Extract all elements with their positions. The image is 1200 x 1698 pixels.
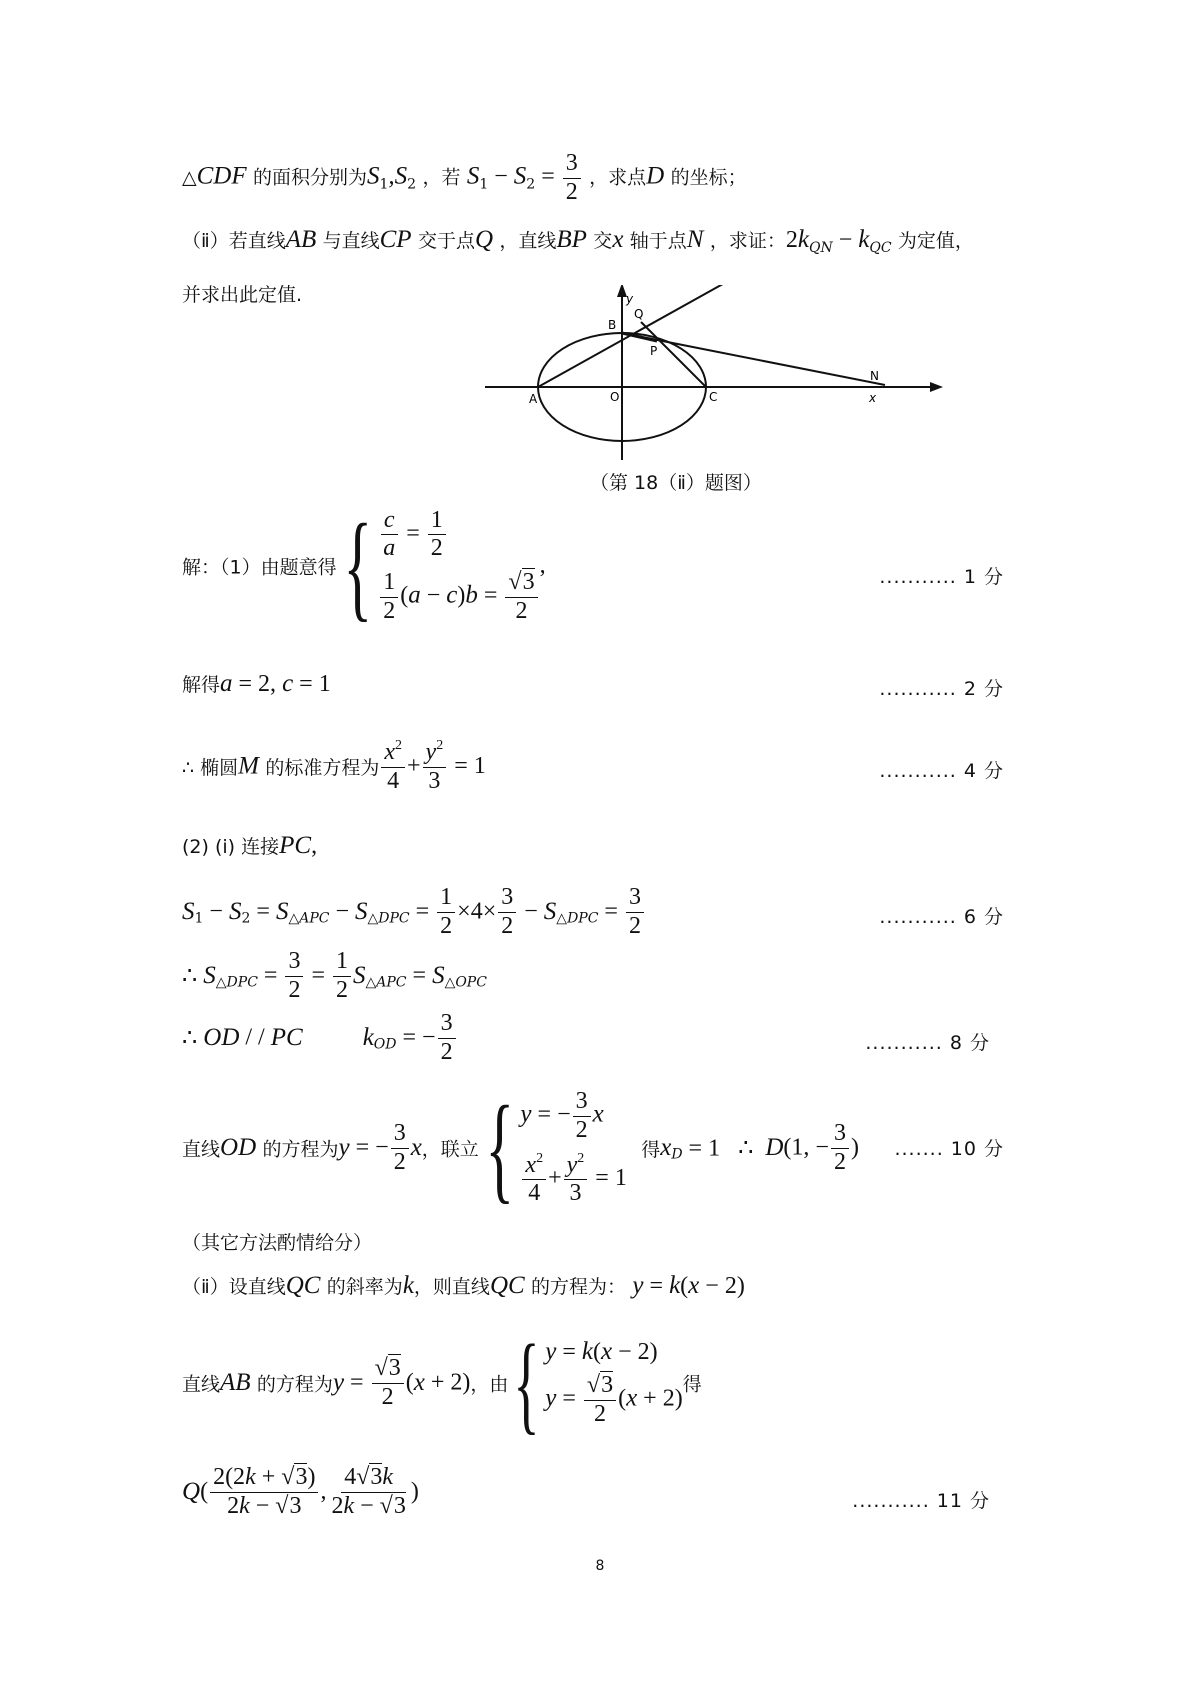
problem-line-3: [182, 280, 302, 307]
text: 为定值，: [897, 230, 974, 252]
text: 解得: [182, 674, 221, 696]
score-4: ........... 4 分: [879, 760, 1004, 782]
score-6: ........... 6 分: [879, 906, 1004, 928]
text: ，由: [470, 1373, 509, 1396]
text: ，求点: [589, 166, 647, 189]
x-axis-arrow: [930, 382, 943, 392]
text: （ⅱ）若直线: [182, 230, 286, 252]
solution-step-7: ∴ OD / / PC $k_{OD}$ = − $\frac{3}{2}$: [182, 1010, 458, 1066]
text: 直线: [182, 1373, 221, 1396]
label-o: O: [610, 390, 620, 404]
text: 直线: [182, 1138, 221, 1161]
label-p: P: [650, 344, 658, 358]
label-b: B: [608, 318, 617, 332]
text: 交于点: [417, 230, 475, 252]
triangle-symbol: △: [182, 166, 197, 189]
text: 与直线: [322, 230, 380, 252]
text: (2) (ⅰ) 连接: [182, 836, 280, 858]
problem-line-2: （ⅱ）若直线AB 与直线CP 交于点Q ，直线BP 交x 轴于点N ，求证：$2k_{QN} - k_{QC}$ 为定值，: [182, 226, 974, 256]
problem-line-1: △CDF 的面积分别为$S_1,S_2$ ，若 $S_1 - S_2$ = $\frac{3}{2}$ ，求点D 的坐标；: [182, 150, 747, 205]
text: 得: [682, 1373, 702, 1396]
text: 并求出此定值.: [182, 284, 303, 306]
solution-step-8: 直线OD 的方程为y = − $\frac{3}{2}$ x，联立{ y = − $\frac{3}{2}$ x $\frac{x^2}{4}$ + $\frac{y^2}{3}$ = 1 得$x_D = 1$ ∴ D(1, − $\frac{3}{2}$ ): [182, 1081, 859, 1214]
text: 的方程为: [262, 1138, 339, 1161]
text: 的斜率为: [326, 1276, 403, 1298]
score-10: ....... 10 分: [894, 1138, 1004, 1160]
text: 的方程为: [256, 1373, 333, 1396]
solution-step-2: 解得a = 2, c = 1: [182, 670, 331, 697]
text: （ⅱ）设直线: [182, 1276, 286, 1298]
score-1: ........... 1 分: [879, 566, 1004, 588]
label-n: N: [870, 369, 879, 383]
text: ∴ 椭圆: [182, 757, 239, 780]
solution-note: （其它方法酌情给分）: [182, 1232, 373, 1254]
text: ，则直线: [413, 1276, 490, 1298]
solution-step-12: Q( $\frac{2(2k + √3)}{2k - √3}$ , $\frac{4√3k}{2k - √3}$ ): [182, 1464, 419, 1519]
text: 的标准方程为: [265, 757, 380, 780]
text: ，直线: [499, 230, 557, 252]
solution-step-5: $S_1 - S_2 = S_{\triangle APC} - S_{\triangle DPC}$ = $\frac{1}{2}$ ×4× $\frac{3}{2}$ − $S_{\triangle DPC}$ = $\frac{3}{2}$: [182, 884, 646, 940]
score-2: ........... 2 分: [879, 678, 1004, 700]
label-q: Q: [634, 307, 644, 321]
solution-step-1: 解：（1）由题意得{ $\frac{c}{a}$ = $\frac{1}{2}$ $\frac{1}{2}$ (a − c)b = $\frac{√3}{2}$ ,: [182, 499, 546, 632]
text: 解：（1）由题意得: [182, 556, 337, 579]
text: ，若: [422, 166, 461, 189]
label-a: A: [529, 392, 538, 406]
label-x: x: [869, 391, 877, 405]
label-y: y: [626, 292, 634, 306]
text: 的坐标；: [670, 166, 747, 189]
text: ，联立: [421, 1138, 479, 1161]
ellipse-diagram: [485, 285, 945, 460]
solution-step-10: （ⅱ）设直线QC 的斜率为k，则直线QC 的方程为： y = k(x − 2): [182, 1272, 745, 1299]
line-bn: [622, 333, 885, 385]
text: 的面积分别为: [252, 166, 367, 189]
solution-step-11: 直线AB 的方程为y = $\frac{√3}{2}$ (x + 2)，由{ y = k(x − 2) y = $\frac{√3}{2}$ (x + 2) 得: [182, 1322, 702, 1444]
text: ，求证：: [709, 230, 786, 252]
solution-step-6: ∴ $S_{\triangle DPC}$ = $\frac{3}{2}$ = $\frac{1}{2}$ $S_{\triangle APC} = S_{\triangle OPC}$: [182, 948, 487, 1003]
score-8: ........... 8 分: [865, 1032, 990, 1054]
text: 交: [593, 230, 613, 252]
text: 得: [641, 1138, 661, 1161]
page-number: 8: [595, 1558, 605, 1574]
text: 的方程为：: [531, 1276, 627, 1298]
solution-step-4: (2) (ⅰ) 连接PC,: [182, 832, 318, 859]
label-c: C: [709, 390, 718, 404]
figure-caption: （第 18（ⅱ）题图）: [590, 472, 762, 494]
text: 轴于点: [629, 230, 687, 252]
score-11: ........... 11 分: [852, 1490, 990, 1512]
solution-step-3: ∴ 椭圆M 的标准方程为 $\frac{x^2}{4}$ + $\frac{y^2}{3}$ = 1: [182, 738, 486, 794]
